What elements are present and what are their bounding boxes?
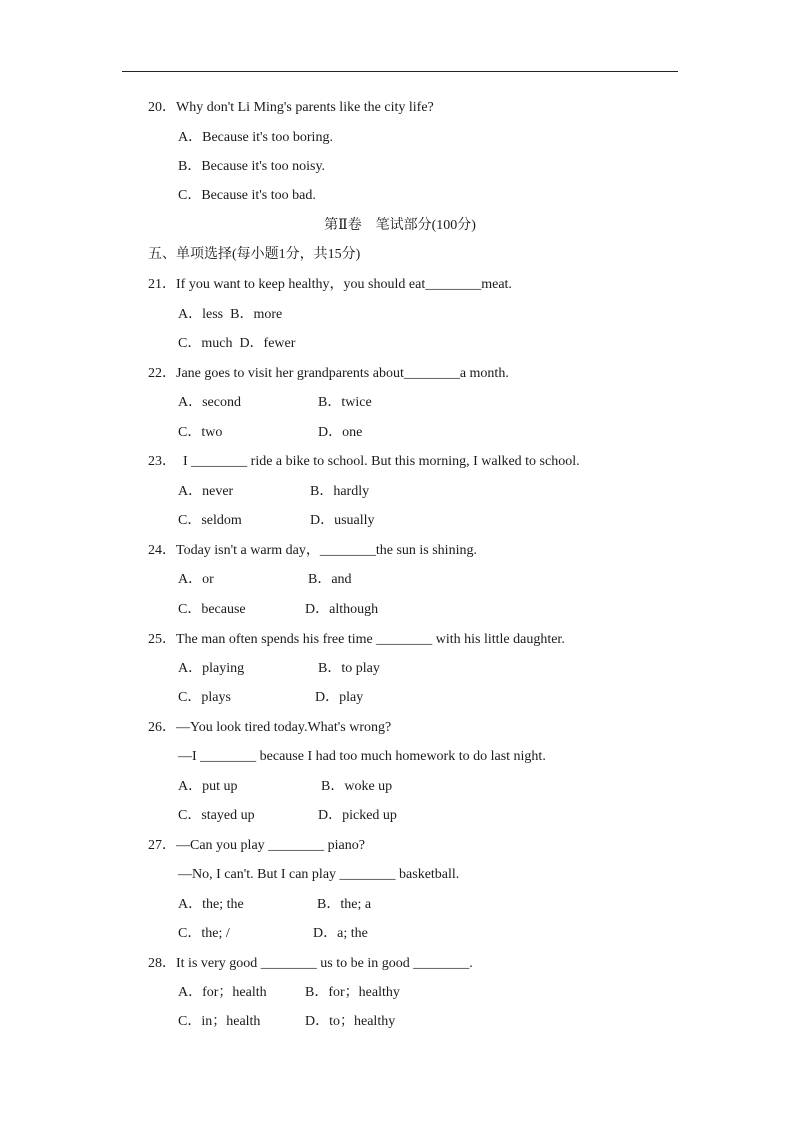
question-26-option-c: C．stayed up — [178, 808, 255, 823]
question-22-option-d: D．one — [318, 425, 363, 440]
question-26-line-2: —I ________ because I had too much homework to do last night. — [178, 749, 546, 764]
question-24-option-d: D．although — [305, 602, 379, 617]
question-26-option-b: B．woke up — [321, 779, 393, 794]
question-23-option-c: C．seldom — [178, 513, 242, 528]
question-23-option-b: B．hardly — [310, 484, 370, 499]
question-26-stem: 26．—You look tired today.What's wrong? — [148, 720, 392, 735]
question-21-options-ab: A．less B．more — [178, 307, 283, 322]
question-27-option-a: A．the; the — [178, 897, 244, 912]
part-title: 五、单项选择(每小题1分，共15分) — [148, 247, 361, 262]
question-27-option-b: B．the; a — [317, 897, 372, 912]
question-23-stem: 23． I ________ ride a bike to school. But this morning, I walked to school. — [148, 454, 580, 469]
question-22-stem: 22．Jane goes to visit her grandparents about________a month. — [148, 366, 509, 381]
question-28-option-a: A．for；health — [178, 985, 267, 1000]
question-28-option-c: C．in；health — [178, 1014, 261, 1029]
question-26-option-d: D．picked up — [318, 808, 397, 823]
question-27-stem: 27．—Can you play ________ piano? — [148, 838, 365, 853]
question-24-stem: 24．Today isn't a warm day，________the sun is shining. — [148, 543, 477, 558]
section-title: 第Ⅱ卷 笔试部分(100分) — [324, 218, 476, 233]
question-24-option-c: C．because — [178, 602, 246, 617]
question-25-option-c: C．plays — [178, 690, 231, 705]
question-28-stem: 28．It is very good ________ us to be in good ________. — [148, 956, 473, 971]
question-24-option-b: B．and — [308, 572, 352, 587]
question-21-stem: 21．If you want to keep healthy，you should eat________meat. — [148, 277, 512, 292]
question-20-stem: 20．Why don't Li Ming's parents like the city life? — [148, 100, 434, 115]
question-25-stem: 25．The man often spends his free time ________ with his little daughter. — [148, 632, 565, 647]
question-27-option-c: C．the; / — [178, 926, 230, 941]
question-22-option-b: B．twice — [318, 395, 372, 410]
question-24-option-a: A．or — [178, 572, 214, 587]
question-23-option-a: A．never — [178, 484, 234, 499]
question-23-option-d: D．usually — [310, 513, 375, 528]
header-rule — [122, 71, 678, 72]
question-20-option-a: A．Because it's too boring. — [178, 130, 333, 145]
question-21-options-cd: C．much D．fewer — [178, 336, 296, 351]
question-25-option-b: B．to play — [318, 661, 380, 676]
question-25-option-d: D．play — [315, 690, 364, 705]
question-22-option-c: C．two — [178, 425, 223, 440]
question-20-option-c: C．Because it's too bad. — [178, 188, 316, 203]
question-26-option-a: A．put up — [178, 779, 238, 794]
question-27-line-2: —No, I can't. But I can play ________ basketball. — [178, 867, 460, 882]
question-22-option-a: A．second — [178, 395, 241, 410]
question-28-option-d: D．to；healthy — [305, 1014, 396, 1029]
question-20-option-b: B．Because it's too noisy. — [178, 159, 326, 174]
question-25-option-a: A．playing — [178, 661, 245, 676]
question-28-option-b: B．for；healthy — [305, 985, 400, 1000]
question-27-option-d: D．a; the — [313, 926, 368, 941]
